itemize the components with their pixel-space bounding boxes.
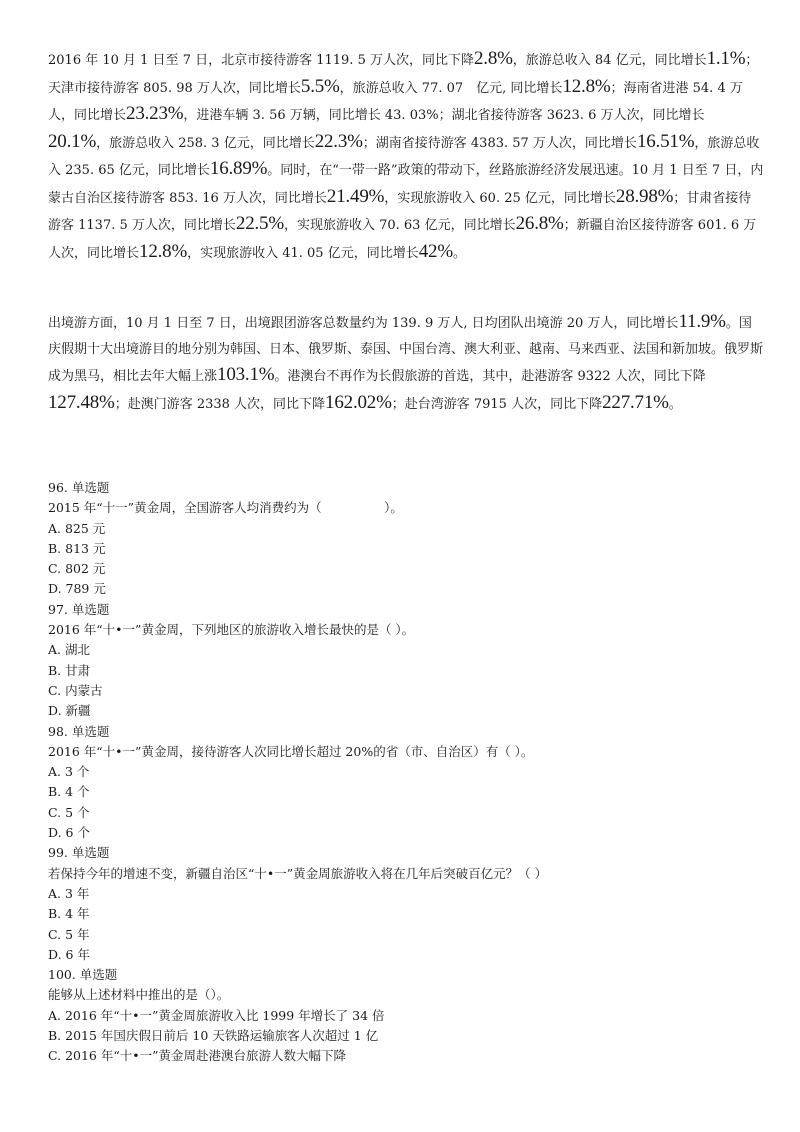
question-number: 97. 单选题 <box>48 601 110 617</box>
text-run: 2016 年 10 月 1 日至 7 日，北京市接待游客 1119. 5 万人次，同比下降 <box>48 53 474 68</box>
text-run: 。同时，在“一带一路”政策的带动下，丝路旅游经济发展迅速。10 月 1 日至 7 日，内蒙古自治区接待游客 853. 16 万人次，同比增长 <box>48 163 764 206</box>
percentage-figure: 162.02% <box>325 391 392 413</box>
percentage-figure: 42% <box>418 240 453 262</box>
percentage-figure: 26.8% <box>515 213 564 234</box>
percentage-figure: 103.1% <box>217 364 275 385</box>
text-run: ，实现旅游收入 60. 25 亿元，同比增长 <box>384 190 616 206</box>
percentage-figure: 127.48% <box>48 391 115 413</box>
percentage-figure: 12.8% <box>562 75 611 97</box>
answer-option: A. 2016 年“十•一”黄金周旅游收入比 1999 年增长了 34 倍 <box>48 1007 385 1023</box>
percentage-figure: 22.5% <box>235 213 284 234</box>
answer-option: D. 6 年 <box>48 946 90 962</box>
text-run: ；新疆自治区接待游客 601. 6 万人次，同比增长 <box>48 218 757 261</box>
answer-option: C. 2016 年“十•一”黄金周赴港澳台旅游人数大幅下降 <box>48 1048 347 1064</box>
question-number: 96. 单选题 <box>48 480 110 495</box>
answer-option: C. 内蒙古 <box>48 682 103 698</box>
answer-option: D. 6 个 <box>48 825 90 841</box>
percentage-figure: 227.71% <box>602 391 669 413</box>
answer-option: B. 甘肃 <box>48 662 91 678</box>
percentage-figure: 28.98% <box>615 185 674 207</box>
answer-option: A. 湖北 <box>48 642 90 658</box>
percentage-figure: 23.23% <box>126 103 184 124</box>
material-paragraph-outbound <box>48 309 764 417</box>
text-run: 。 <box>668 396 682 412</box>
answer-option: B. 2015 年国庆假日前后 10 天铁路运输旅客人次超过 1 亿 <box>48 1028 379 1044</box>
text-run: ，旅游总收入 258. 3 亿元，同比增长 <box>96 135 315 151</box>
text-run: ；海南省进港 54. 4 万人，同比增长 <box>48 80 743 123</box>
text-run: 出境游方面，10 月 1 日至 7 日，出境跟团游客总数量约为 139. 9 万人, 日均团队出境游 20 万人，同比增长 <box>48 316 679 331</box>
text-run: ；赴澳门游客 2338 人次，同比下降 <box>114 396 326 412</box>
text-run: ；赴台湾游客 7915 人次，同比下降 <box>391 396 603 412</box>
answer-option: A. 825 元 <box>48 520 106 536</box>
question-text: 2016 年“十•一”黄金周，下列地区的旅游收入增长最快的是（ ）。 <box>48 622 415 638</box>
percentage-figure: 5.5% <box>300 75 340 97</box>
text-run: ；湖南省接待游客 4383. 57 万人次，同比增长 <box>362 135 637 151</box>
text-run: ；甘肃省接待游客 1137. 5 万人次，同比增长 <box>48 190 752 233</box>
text-run: ，旅游总收入 84 亿元，同比增长 <box>512 53 707 68</box>
percentage-figure: 11.9% <box>678 311 726 332</box>
text-run: ；天津市接待游客 805. 98 万人次，同比增长 <box>48 53 759 96</box>
answer-option: B. 4 年 <box>48 906 90 922</box>
percentage-figure: 16.51% <box>636 130 695 152</box>
text-run: ，实现旅游收入 41. 05 亿元，同比增长 <box>187 245 419 261</box>
text-run: ，进港车辆 3. 56 万辆，同比增长 43. 03%；湖北省接待游客 3623. 6 万人次，同比增长 <box>183 108 705 123</box>
text-run: ，实现旅游收入 70. 63 亿元，同比增长 <box>283 218 516 233</box>
answer-option: C. 802 元 <box>48 561 106 577</box>
answer-option: D. 789 元 <box>48 581 106 597</box>
answer-option: B. 4 个 <box>48 784 90 800</box>
answer-option: A. 3 年 <box>48 885 90 901</box>
percentage-figure: 1.1% <box>706 48 746 69</box>
material-paragraph-domestic <box>48 46 764 266</box>
text-run: ，旅游总收入 77. 07 亿元, 同比增长 <box>339 80 563 96</box>
question-text: 若保持今年的增速不变，新疆自治区“十•一”黄金周旅游收入将在几年后突破百亿元？（ ） <box>48 865 548 881</box>
question-text: 2016 年“十•一”黄金周，接待游客人次同比增长超过 20%的省（市、自治区）有（ ）。 <box>48 743 534 759</box>
percentage-figure: 22.3% <box>314 130 363 152</box>
answer-option: C. 5 年 <box>48 926 90 942</box>
text-run: 。国庆假期十大出境游目的地分别为韩国、日本、俄罗斯、泰国、中国台湾、澳大利亚、越南、马来西亚、法国和新加坡。俄罗斯成为黑马，相比去年大幅上涨 <box>48 316 764 384</box>
text-run: 。 <box>452 245 466 261</box>
question-text: 能够从上述材料中推出的是（）。 <box>48 987 230 1003</box>
text-run: 。港澳台不再作为长假旅游的首选，其中，赴港游客 9322 人次，同比下降 <box>274 369 706 384</box>
answer-option: D. 新疆 <box>48 703 91 719</box>
question-number: 100. 单选题 <box>48 967 118 983</box>
question-list <box>48 478 764 1067</box>
question-text: 2015 年“十一”黄金周，全国游客人均消费约为（ ）。 <box>48 500 403 516</box>
answer-option: C. 5 个 <box>48 804 90 820</box>
answer-option: B. 813 元 <box>48 540 106 556</box>
percentage-figure: 21.49% <box>326 185 385 207</box>
percentage-figure: 16.89% <box>209 158 268 179</box>
question-number: 98. 单选题 <box>48 723 110 739</box>
percentage-figure: 20.1% <box>48 130 97 152</box>
question-number: 99. 单选题 <box>48 845 110 861</box>
percentage-figure: 12.8% <box>139 240 188 262</box>
text-run: ，旅游总收入 235. 65 亿元，同比增长 <box>48 135 760 178</box>
percentage-figure: 2.8% <box>473 48 513 69</box>
answer-option: A. 3 个 <box>48 764 90 780</box>
